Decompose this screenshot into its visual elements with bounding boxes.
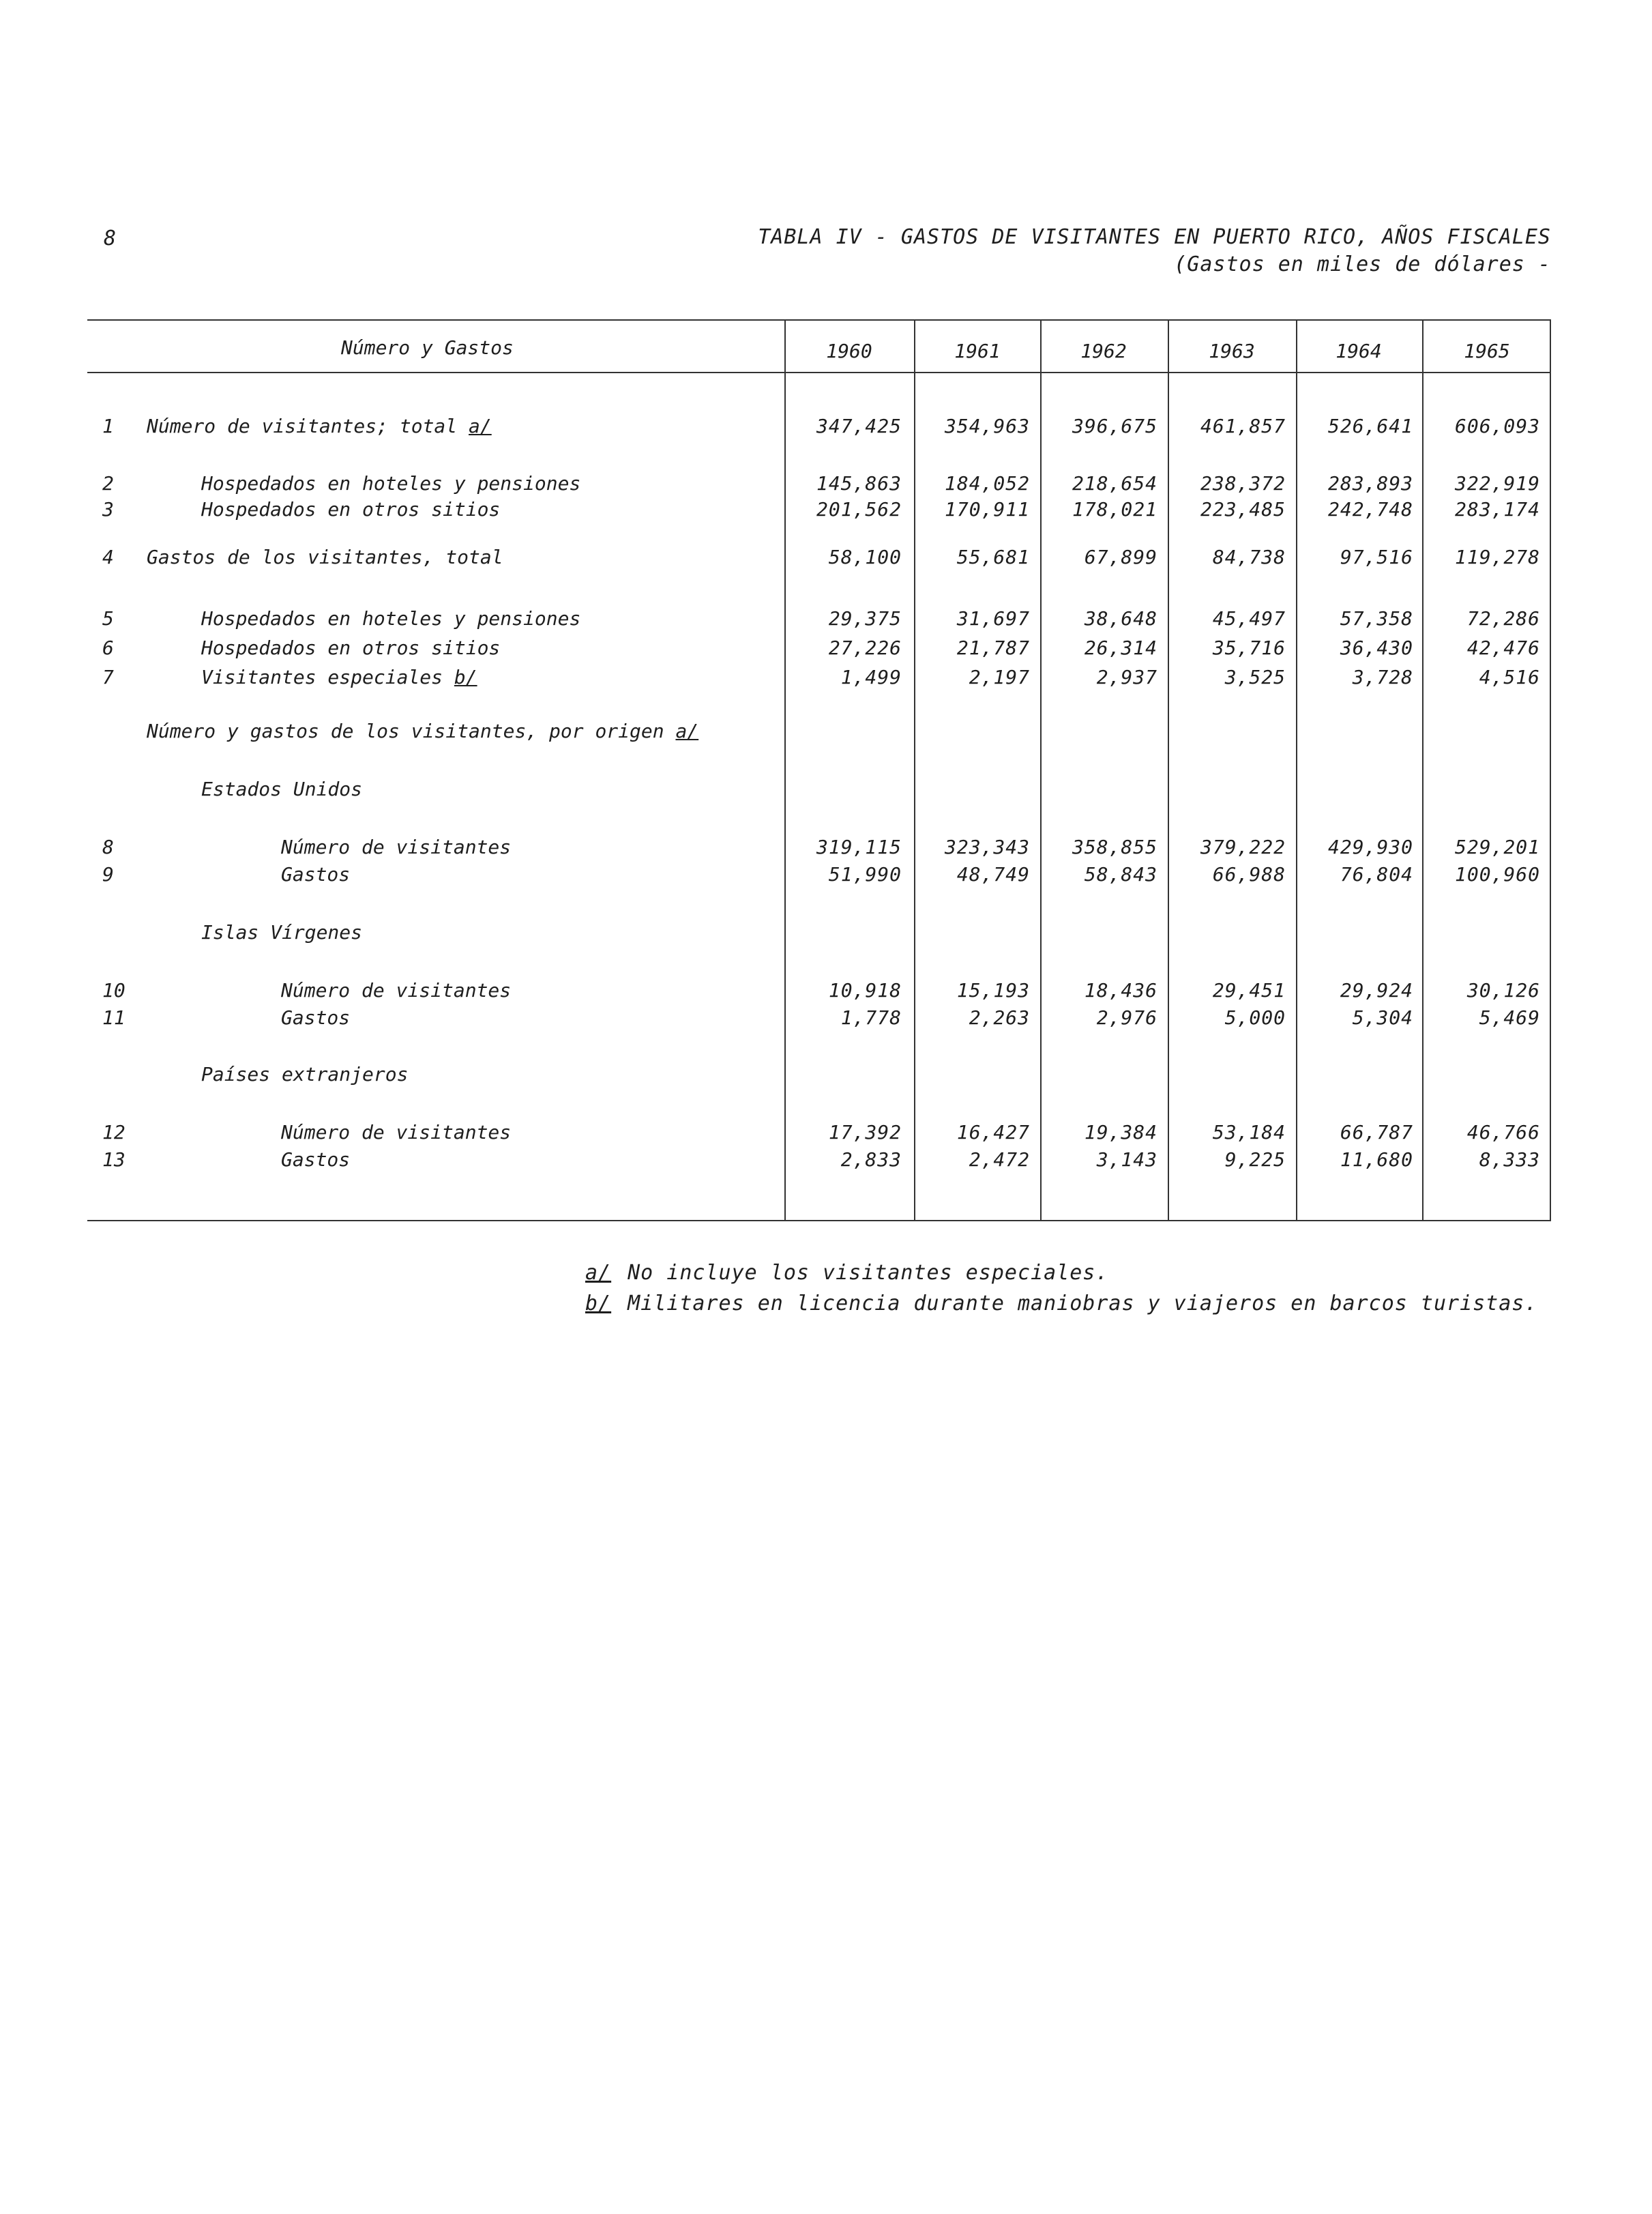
row-label-text: Número de visitantes: [281, 1121, 512, 1144]
value-cell: 396,675: [1072, 415, 1157, 437]
value-cell: 322,919: [1454, 472, 1540, 495]
value-cell: 145,863: [816, 472, 902, 495]
year-header: 1960: [826, 340, 872, 362]
row-label-text: Visitantes especiales: [201, 666, 443, 688]
value-cell: 66,988: [1212, 863, 1286, 886]
footnote-a: [585, 1261, 1108, 1285]
value-cell: 379,222: [1200, 836, 1286, 858]
table-row: [0, 472, 1652, 499]
row-label-text: Número de visitantes: [281, 979, 512, 1002]
page-title: TABLA IV - GASTOS DE VISITANTES EN PUERTO RICO, AÑOS FISCALES: [758, 225, 1551, 249]
value-cell: 358,855: [1072, 836, 1157, 858]
row-number: 8: [102, 836, 114, 858]
value-cell: 100,960: [1454, 863, 1540, 886]
row-label: [281, 1148, 350, 1171]
value-cell: 58,100: [828, 546, 902, 568]
value-cell: 51,990: [828, 863, 902, 886]
value-cell: 58,843: [1084, 863, 1157, 886]
row-label-text: Hospedados en otros sitios: [201, 498, 501, 521]
value-cell: 323,343: [944, 836, 1030, 858]
table-row: [0, 921, 1652, 948]
value-cell: 2,937: [1096, 666, 1157, 688]
row-label: [201, 778, 362, 800]
table-row: [0, 666, 1652, 693]
row-label-text: Gastos: [281, 1006, 351, 1029]
row-label: [281, 863, 350, 886]
row-number: 3: [102, 498, 114, 521]
value-cell: 19,384: [1084, 1121, 1157, 1144]
year-header: 1965: [1464, 340, 1510, 362]
value-cell: 242,748: [1327, 498, 1413, 521]
value-cell: 57,358: [1340, 607, 1413, 630]
footnote-text: No incluye los visitantes especiales.: [628, 1261, 1109, 1285]
table-row: [0, 836, 1652, 863]
value-cell: 354,963: [944, 415, 1030, 437]
stub-header: Número y Gastos: [341, 336, 514, 359]
value-cell: 238,372: [1200, 472, 1286, 495]
value-cell: 347,425: [816, 415, 902, 437]
row-label: [201, 921, 362, 944]
row-label-text: Gastos: [281, 1148, 351, 1171]
value-cell: 17,392: [828, 1121, 902, 1144]
value-cell: 29,375: [828, 607, 902, 630]
value-cell: 9,225: [1224, 1148, 1286, 1171]
row-label-text: Países extranjeros: [201, 1063, 409, 1086]
value-cell: 8,333: [1479, 1148, 1540, 1171]
year-header: 1963: [1209, 340, 1255, 362]
table-row: [0, 1006, 1652, 1034]
row-label-text: Gastos de los visitantes, total: [147, 546, 503, 568]
table-top-rule: [87, 319, 1551, 321]
table-bottom-rule: [87, 1220, 1551, 1221]
row-label: [201, 498, 500, 521]
row-label: [281, 836, 511, 858]
value-cell: 5,000: [1224, 1006, 1286, 1029]
value-cell: 97,516: [1340, 546, 1413, 568]
value-cell: 76,804: [1340, 863, 1413, 886]
table-row: [0, 778, 1652, 805]
value-cell: 2,472: [969, 1148, 1030, 1171]
row-label: [201, 637, 500, 659]
value-cell: 2,976: [1096, 1006, 1157, 1029]
row-label-text: Hospedados en hoteles y pensiones: [201, 472, 581, 495]
value-cell: 10,918: [828, 979, 902, 1002]
header-bottom-rule: [87, 372, 1551, 373]
row-number: 7: [102, 666, 114, 688]
row-label: [147, 720, 698, 742]
value-cell: 5,304: [1352, 1006, 1413, 1029]
row-number: 11: [102, 1006, 126, 1029]
row-label-text: Hospedados en otros sitios: [201, 637, 501, 659]
value-cell: 53,184: [1212, 1121, 1286, 1144]
year-header: 1964: [1336, 340, 1382, 362]
row-label-text: Número y gastos de los visitantes, por origen: [147, 720, 664, 742]
value-cell: 283,174: [1454, 498, 1540, 521]
row-number: 1: [102, 415, 114, 437]
row-label: [201, 607, 580, 630]
value-cell: 429,930: [1327, 836, 1413, 858]
footnote-ref: a/: [469, 415, 492, 437]
footnote-mark: a/: [585, 1261, 612, 1285]
table-row: [0, 720, 1652, 747]
row-label: [281, 1006, 350, 1029]
value-cell: 319,115: [816, 836, 902, 858]
value-cell: 18,436: [1084, 979, 1157, 1002]
footnote-mark: b/: [585, 1292, 612, 1315]
footnote-b: [585, 1292, 1537, 1315]
table-row: [0, 546, 1652, 573]
value-cell: 170,911: [944, 498, 1030, 521]
value-cell: 606,093: [1454, 415, 1540, 437]
value-cell: 36,430: [1340, 637, 1413, 659]
value-cell: 38,648: [1084, 607, 1157, 630]
table-row: [0, 637, 1652, 664]
value-cell: 48,749: [956, 863, 1030, 886]
row-label-text: Número de visitantes: [281, 836, 512, 858]
value-cell: 31,697: [956, 607, 1030, 630]
row-label-text: Número de visitantes; total: [147, 415, 458, 437]
value-cell: 15,193: [956, 979, 1030, 1002]
value-cell: 2,263: [969, 1006, 1030, 1029]
value-cell: 1,778: [840, 1006, 902, 1029]
row-number: 12: [102, 1121, 126, 1144]
value-cell: 67,899: [1084, 546, 1157, 568]
value-cell: 461,857: [1200, 415, 1286, 437]
value-cell: 526,641: [1327, 415, 1413, 437]
table-row: [0, 415, 1652, 442]
value-cell: 21,787: [956, 637, 1030, 659]
row-label-text: Gastos: [281, 863, 351, 886]
value-cell: 2,833: [840, 1148, 902, 1171]
row-label-text: Hospedados en hoteles y pensiones: [201, 607, 581, 630]
value-cell: 223,485: [1200, 498, 1286, 521]
row-number: 5: [102, 607, 114, 630]
row-label: [281, 1121, 511, 1144]
year-header: 1961: [954, 340, 1001, 362]
year-header: 1962: [1080, 340, 1127, 362]
value-cell: 3,525: [1224, 666, 1286, 688]
value-cell: 72,286: [1466, 607, 1540, 630]
row-number: 13: [102, 1148, 126, 1171]
row-label: [147, 415, 492, 437]
value-cell: 283,893: [1327, 472, 1413, 495]
table-row: [0, 1121, 1652, 1148]
value-cell: 184,052: [944, 472, 1030, 495]
table-row: [0, 979, 1652, 1006]
value-cell: 66,787: [1340, 1121, 1413, 1144]
value-cell: 42,476: [1466, 637, 1540, 659]
row-number: 6: [102, 637, 114, 659]
value-cell: 2,197: [969, 666, 1030, 688]
value-cell: 55,681: [956, 546, 1030, 568]
page-number: 8: [104, 227, 117, 250]
value-cell: 35,716: [1212, 637, 1286, 659]
value-cell: 30,126: [1466, 979, 1540, 1002]
value-cell: 4,516: [1479, 666, 1540, 688]
table-row: [0, 498, 1652, 525]
footnote-ref: b/: [454, 666, 477, 688]
row-label: [281, 979, 511, 1002]
row-number: 9: [102, 863, 114, 886]
value-cell: 5,469: [1479, 1006, 1540, 1029]
value-cell: 27,226: [828, 637, 902, 659]
value-cell: 29,451: [1212, 979, 1286, 1002]
page-subtitle: (Gastos en miles de dólares -: [1174, 252, 1551, 276]
table-row: [0, 863, 1652, 890]
footnote-text: Militares en licencia durante maniobras y viajeros en barcos turistas.: [628, 1292, 1538, 1315]
value-cell: 3,143: [1096, 1148, 1157, 1171]
table-row: [0, 607, 1652, 635]
row-label-text: Islas Vírgenes: [201, 921, 363, 944]
value-cell: 46,766: [1466, 1121, 1540, 1144]
value-cell: 201,562: [816, 498, 902, 521]
row-label: [147, 546, 503, 568]
table-row: [0, 1148, 1652, 1176]
value-cell: 84,738: [1212, 546, 1286, 568]
value-cell: 119,278: [1454, 546, 1540, 568]
value-cell: 3,728: [1352, 666, 1413, 688]
value-cell: 26,314: [1084, 637, 1157, 659]
value-cell: 11,680: [1340, 1148, 1413, 1171]
row-label: [201, 666, 477, 688]
value-cell: 1,499: [840, 666, 902, 688]
footnote-ref: a/: [675, 720, 699, 742]
value-cell: 178,021: [1072, 498, 1157, 521]
row-label: [201, 1063, 408, 1086]
row-number: 2: [102, 472, 114, 495]
value-cell: 529,201: [1454, 836, 1540, 858]
row-number: 4: [102, 546, 114, 568]
value-cell: 218,654: [1072, 472, 1157, 495]
row-label-text: Estados Unidos: [201, 778, 363, 800]
row-number: 10: [102, 979, 126, 1002]
value-cell: 16,427: [956, 1121, 1030, 1144]
table-row: [0, 1063, 1652, 1090]
value-cell: 45,497: [1212, 607, 1286, 630]
value-cell: 29,924: [1340, 979, 1413, 1002]
row-label: [201, 472, 580, 495]
